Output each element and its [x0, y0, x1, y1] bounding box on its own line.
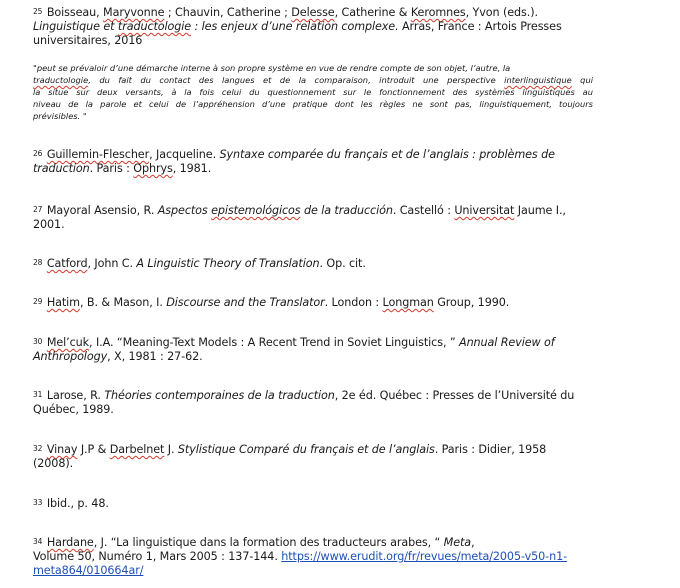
block-quote: [33, 62, 593, 122]
footnote-32-line2: (2008).: [33, 457, 74, 470]
quote-line-2: traductologie, du fait du contact des langues et de la comparaison, introduit une perspective interlinguistique qui: [33, 75, 594, 85]
footnote-25-line2: Linguistique et traductologie : les enjeux d’une relation complexe. Arras, France : Artois Presses: [33, 20, 562, 33]
quote-line-5: prévisibles. ": [33, 111, 87, 121]
footnote-29: $^{29}$ Hatim, B. & Mason, I. Discourse and the Translator. London : Longman Group, 1990.: [33, 296, 510, 309]
footnote-34-line3: [33, 564, 645, 578]
erudit-link-continued[interactable]: meta864/010664ar/: [33, 564, 144, 577]
footnote-32: $^{32}$ Vinay J.P & Darbelnet J. Stylistique Comparé du français et de l’anglais. Paris : Didier, 1958: [33, 443, 547, 456]
footnote-27: $^{27}$ Mayoral Asensio, R. Aspectos epistemológicos de la traducción. Castelló : Universitat Jaume I.,: [33, 204, 566, 217]
footnote-31: $^{31}$ Larose, R. Théories contemporaines de la traduction, 2e éd. Québec : Presses de l’Université du: [33, 389, 575, 402]
footnote-34-line2: Volume 50, Numéro 1, Mars 2005 : 137-144. https://www.erudit.org/fr/revues/meta/2005-v50-n1-: [33, 550, 568, 563]
quote-line-1: "peut se prévaloir d’une démarche interne à son propre système en vue de rendre compte de son objet, l’autre, la: [33, 63, 511, 73]
erudit-link[interactable]: https://www.erudit.org/fr/revues/meta/2005-v50-n1-: [281, 550, 568, 563]
footnote-28: $^{28}$ Catford, John C. A Linguistic Theory of Translation. Op. cit.: [33, 257, 366, 270]
footnote-34: $^{34}$ Hardane, J. “La linguistique dans la formation des traducteurs arabes, “ Meta,: [33, 536, 475, 549]
footnote-30-line2: Anthropology, X, 1981 : 27-62.: [33, 350, 203, 363]
footnote-31-line2: Québec, 1989.: [33, 403, 114, 416]
footnote-30: $^{30}$ Mel’cuk, I.A. “Meaning-Text Models : A Recent Trend in Soviet Linguistics, ” Annual Review of: [33, 336, 555, 349]
footnote-25-line3: universitaires, 2016: [33, 34, 143, 47]
footnote-33: $^{33}$ Ibid., p. 48.: [33, 497, 109, 510]
footnote-25: $^{25}$ Boisseau, Maryvonne ; Chauvin, Catherine ; Delesse, Catherine & Keromnes, Yvon (eds.).: [33, 6, 538, 19]
footnote-26: $^{26}$ Guillemin-Flescher, Jacqueline. Syntaxe comparée du français et de l’anglais : problèmes de: [33, 148, 555, 161]
quote-line-4: niveau de la parole et celui de l’appréhension d’une pratique dont les règles ne sont pas, linguistiquement, toujours: [33, 99, 593, 109]
footnote-26-line2: traduction. Paris : Ophrys, 1981.: [33, 162, 212, 175]
quote-line-3: la situe sur deux versants, à la fois celui du questionnement sur le fonctionnement des systèmes linguistiques au: [33, 87, 593, 97]
footnote-27-line2: 2001.: [33, 218, 65, 231]
